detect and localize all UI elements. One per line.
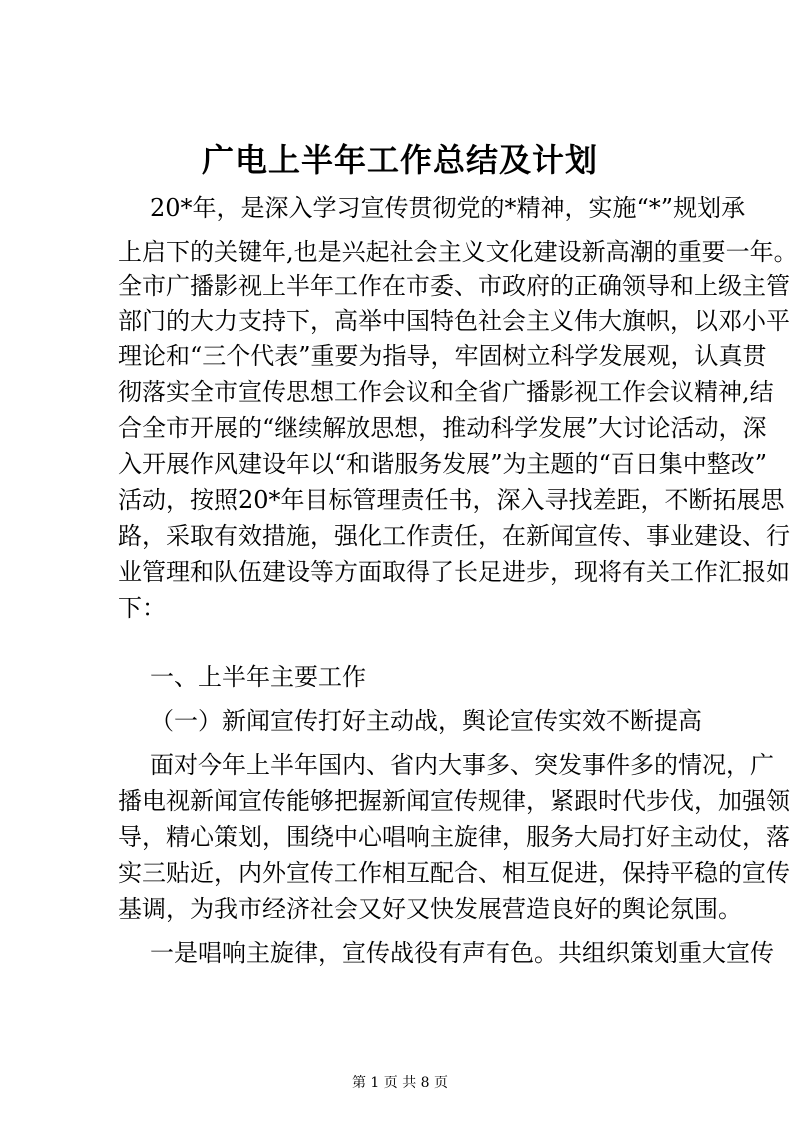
paragraph-line: 20*年，是深入学习宣传贯彻党的*精神，实施“*”规划承 (150, 194, 746, 222)
paragraph-line: 路，采取有效措施，强化工作责任，在新闻宣传、事业建设、行 (118, 522, 790, 550)
section-heading: 一、上半年主要工作 (150, 663, 366, 691)
document-title: 广电上半年工作总结及计划 (201, 141, 598, 179)
paragraph-line: 活动，按照20*年目标管理责任书，深入寻找差距，不断拓展思 (118, 486, 785, 514)
paragraph-line: 实三贴近，内外宣传工作相互配合、相互促进，保持平稳的宣传 (118, 859, 790, 887)
paragraph-line: 一是唱响主旋律，宣传战役有声有色。共组织策划重大宣传 (150, 939, 774, 967)
paragraph-line: 面对今年上半年国内、省内大事多、突发事件多的情况，广 (150, 751, 774, 779)
subsection-heading: （一）新闻宣传打好主动战，舆论宣传实效不断提高 (150, 707, 702, 735)
paragraph-line: 合全市开展的“继续解放思想，推动科学发展”大讨论活动，深 (118, 414, 767, 442)
paragraph-line: 部门的大力支持下，高举中国特色社会主义伟大旗帜，以邓小平 (118, 307, 790, 335)
page-footer: 第 1 页 共 8 页 (351, 1075, 449, 1091)
paragraph-line: 全市广播影视上半年工作在市委、市政府的正确领导和上级主管 (118, 272, 790, 300)
paragraph-line: 理论和“三个代表”重要为指导，牢固树立科学发展观，认真贯 (118, 342, 767, 370)
paragraph-line: 上启下的关键年,也是兴起社会主义文化建设新高潮的重要一年。 (118, 238, 798, 266)
paragraph-line: 业管理和队伍建设等方面取得了长足进步，现将有关工作汇报如 (118, 558, 790, 586)
paragraph-line: 播电视新闻宣传能够把握新闻宣传规律，紧跟时代步伐，加强领 (118, 787, 790, 815)
paragraph-line: 下： (118, 594, 166, 622)
paragraph-line: 彻落实全市宣传思想工作会议和全省广播影视工作会议精神,结 (118, 378, 774, 406)
paragraph-line: 基调，为我市经济社会又好又快发展营造良好的舆论氛围。 (118, 895, 742, 923)
paragraph-line: 导，精心策划，围绕中心唱响主旋律，服务大局打好主动仗，落 (118, 823, 790, 851)
paragraph-line: 入开展作风建设年以“和谐服务发展”为主题的“百日集中整改” (118, 450, 768, 478)
